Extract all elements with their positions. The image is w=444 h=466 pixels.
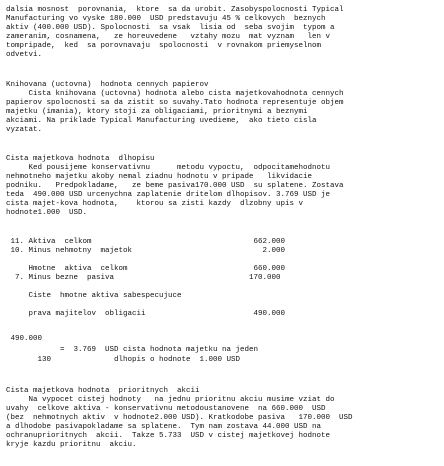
text-line: odvetvi. xyxy=(6,51,43,59)
text-line: zameranim, cosnamena, ze horeuvedene vztahy mozu mat vyznam len v xyxy=(6,33,331,41)
text-line: vyzatat. xyxy=(6,126,43,134)
calc-line: 130 dlhopis o hodnote 1.000 USD xyxy=(6,356,241,364)
text-line: ochranuprioritnych akcii. Takze 5.733 USD v cistej majetkovej hodnote xyxy=(6,432,331,440)
calc-line: Hmotne aktiva celkom 660.000 xyxy=(6,265,286,273)
text-line: nehmotneho majetku akoby nemal ziadnu hodnotu v pripade likvidacie xyxy=(6,173,313,181)
text-line: podniku. Predpokladame, ze beme pasiva170.000 USD su splatene. Zostava xyxy=(6,182,344,190)
text-line: hodnote1.000 USD. xyxy=(6,209,88,217)
text-line: tompripade, ked sa porovnavaju spolocnosti v rovnakom priemyselnom xyxy=(6,42,322,50)
calc-line: 10. Minus nehmotny majetok 2.000 xyxy=(6,247,286,255)
text-line: a dlhodobe pasivapokladame sa splatene. Tym nam zostava 44.000 USD na xyxy=(6,423,322,431)
text-line: Ked pousijeme konservativnu metodu vypoctu, odpocitamehodnotu xyxy=(6,164,331,172)
text-line: Na vypocet cistej hodnoty na jednu prioritnu akciu musime vziat do xyxy=(6,396,335,404)
text-line: (bez nehmotnych aktiv v hodnote2.000 USD). Kratkodobe pasiva 170.000 USD xyxy=(6,414,353,422)
calc-line: 11. Aktiva celkom 662.000 xyxy=(6,238,286,246)
text-line: Cista knihovana (uctovna) hodnota alebo cista majetkovahodnota cennych xyxy=(6,90,344,98)
section-heading: Knihovana (uctovna) hodnota cennych papierov xyxy=(6,81,209,89)
text-line: majetku (imania), ktory stoji za obligaciami, prioritnymi a beznymi xyxy=(6,108,308,116)
calc-line: = 3.769 USD cista hodnota majetku na jeden xyxy=(6,346,259,354)
text-line: dalsia mosnost porovnania, ktore sa da urobit. Zasobyspolocnosti Typical xyxy=(6,6,344,14)
section-heading: Cista majetkova hodnota prioritnych akcii xyxy=(6,387,200,395)
text-line: papierov spolocnosti sa da zistit so suvahy.Tato hodnota representuje objem xyxy=(6,99,344,107)
text-line: cista majet-kova hodnota, ktorou sa zisti kazdy dlzobny upis v xyxy=(6,200,304,208)
text-line: aktiv (400.000 USD). Spolocnosti sa vsak lisia od seba svojim typom a xyxy=(6,24,335,32)
calc-line: prava majitelov obligacii 490.000 xyxy=(6,310,286,318)
calc-line: 7. Minus bezne pasiva 170.000 xyxy=(6,274,281,282)
text-line: uvahy celkove aktiva - konservativnu metodoustanovene na 660.000 USD xyxy=(6,405,326,413)
calc-line: Ciste hmotne aktiva sabespecujuce xyxy=(6,292,182,300)
text-line: kryje kazdu prioritnu akciu. xyxy=(6,441,137,449)
text-line: akciami. Na priklade Typical Manufacturing uvedieme, ako tieto cisla xyxy=(6,117,317,125)
text-line: teda 490.000 USD urcenychna zaplatenie dritelom dlhopisov. 3.769 USD je xyxy=(6,191,331,199)
text-line: Manufacturing vo vyske 180.000 USD predstavuju 45 % celkovych beznych xyxy=(6,15,326,23)
section-heading: Cista majetkova hodnota dlhopisu xyxy=(6,155,155,163)
calc-line: 490.000 xyxy=(6,335,43,343)
